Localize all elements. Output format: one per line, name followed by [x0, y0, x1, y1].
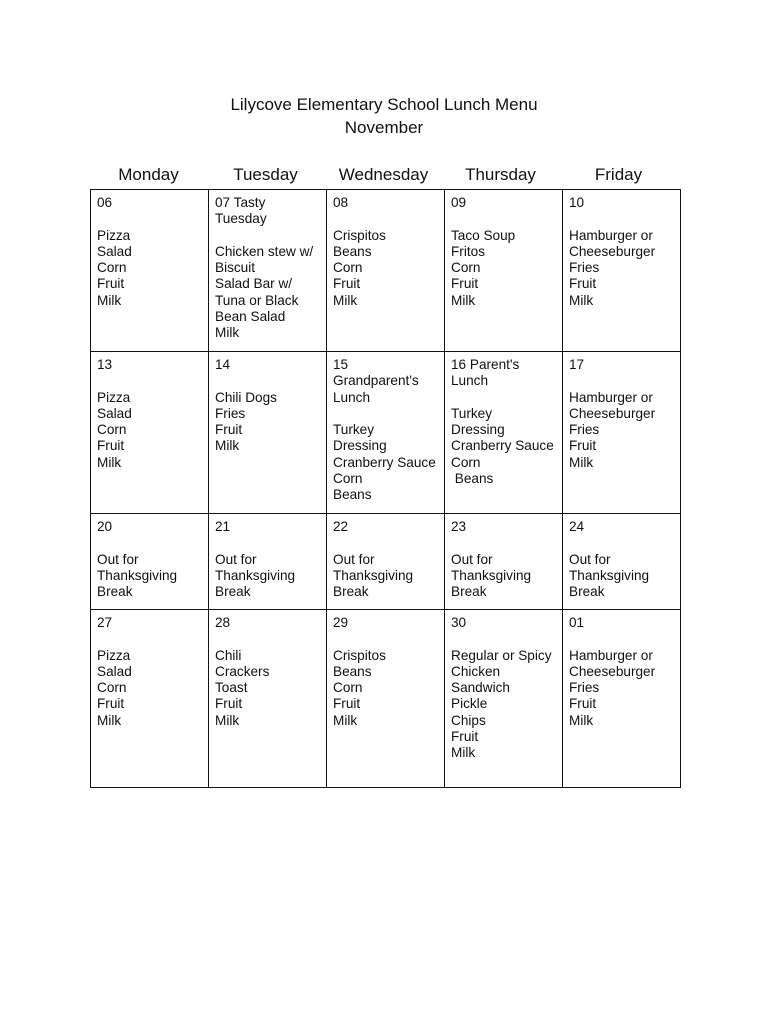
cell-date: 27 [97, 615, 113, 630]
cell-items: Out for Thanksgiving Break [451, 551, 532, 600]
cell-date: 28 [215, 615, 231, 630]
cell-date: 15 Grandparent's Lunch [333, 357, 419, 405]
day-cell [327, 352, 445, 514]
day-cell [563, 352, 681, 514]
cell-items: Pizza Salad Corn Fruit Milk [97, 227, 132, 308]
week-row [91, 514, 681, 610]
menu-month: November [344, 118, 424, 137]
cell-items: Chicken stew w/ Biscuit Salad Bar w/ Tuna or Black Bean Salad Milk [215, 243, 314, 341]
cell-date: 14 [215, 357, 231, 372]
cell-items: Pizza Salad Corn Fruit Milk [97, 389, 132, 470]
day-cell [327, 514, 445, 610]
cell-date: 13 [97, 357, 113, 372]
cell-date: 30 [451, 615, 467, 630]
day-cell [563, 190, 681, 352]
cell-items: Crispitos Beans Corn Fruit Milk [333, 227, 386, 308]
cell-items: Taco Soup Fritos Corn Fruit Milk [451, 227, 516, 308]
cell-items: Chili Crackers Toast Fruit Milk [215, 647, 270, 728]
cell-items: Turkey Dressing Cranberry Sauce Corn Beans [451, 405, 554, 487]
cell-items: Hamburger or Cheeseburger Fries Fruit Milk [569, 389, 656, 470]
day-tuesday: Tuesday [233, 165, 298, 184]
cell-items: Regular or Spicy Chicken Sandwich Pickle Chips Fruit Milk [451, 647, 552, 761]
day-cell [445, 610, 563, 788]
day-cell [209, 352, 327, 514]
cell-date: 21 [215, 519, 231, 534]
cell-items: Pizza Salad Corn Fruit Milk [97, 647, 132, 728]
cell-date: 24 [569, 519, 585, 534]
cell-date: 01 [569, 615, 585, 630]
day-cell [445, 352, 563, 514]
cell-items: Crispitos Beans Corn Fruit Milk [333, 647, 386, 728]
day-monday: Monday [118, 165, 179, 184]
day-cell [91, 610, 209, 788]
cell-date: 16 Parent's Lunch [451, 357, 520, 389]
cell-date: 22 [333, 519, 349, 534]
day-wednesday: Wednesday [338, 165, 429, 184]
day-cell [445, 514, 563, 610]
menu-title: Lilycove Elementary School Lunch Menu [230, 95, 538, 114]
day-cell [563, 514, 681, 610]
day-cell [327, 610, 445, 788]
cell-date: 29 [333, 615, 349, 630]
day-cell [327, 190, 445, 352]
cell-items: Hamburger or Cheeseburger Fries Fruit Milk [569, 227, 656, 308]
cell-items: Out for Thanksgiving Break [215, 551, 296, 600]
day-cell [563, 610, 681, 788]
cell-date: 23 [451, 519, 467, 534]
cell-items: Hamburger or Cheeseburger Fries Fruit Milk [569, 647, 656, 728]
day-cell [209, 514, 327, 610]
week-row [91, 190, 681, 352]
cell-items: Turkey Dressing Cranberry Sauce Corn Beans [333, 422, 436, 503]
cell-date: 09 [451, 195, 467, 210]
cell-items: Out for Thanksgiving Break [569, 551, 650, 600]
week-row [91, 610, 681, 788]
cell-items: Out for Thanksgiving Break [97, 551, 178, 600]
cell-items: Out for Thanksgiving Break [333, 551, 414, 600]
day-cell [91, 190, 209, 352]
day-friday: Friday [594, 165, 643, 184]
day-cell [445, 190, 563, 352]
day-thursday: Thursday [465, 165, 536, 184]
day-cell [91, 352, 209, 514]
cell-date: 10 [569, 195, 585, 210]
cell-date: 20 [97, 519, 113, 534]
week-row [91, 352, 681, 514]
cell-date: 08 [333, 195, 349, 210]
day-cell [91, 514, 209, 610]
cell-date: 06 [97, 195, 113, 210]
day-cell [209, 610, 327, 788]
weekday-header [90, 163, 678, 187]
day-cell [209, 190, 327, 352]
menu-calendar [90, 189, 681, 788]
cell-date: 17 [569, 357, 585, 372]
cell-date: 07 Tasty Tuesday [215, 195, 267, 227]
cell-items: Chili Dogs Fries Fruit Milk [215, 389, 277, 454]
